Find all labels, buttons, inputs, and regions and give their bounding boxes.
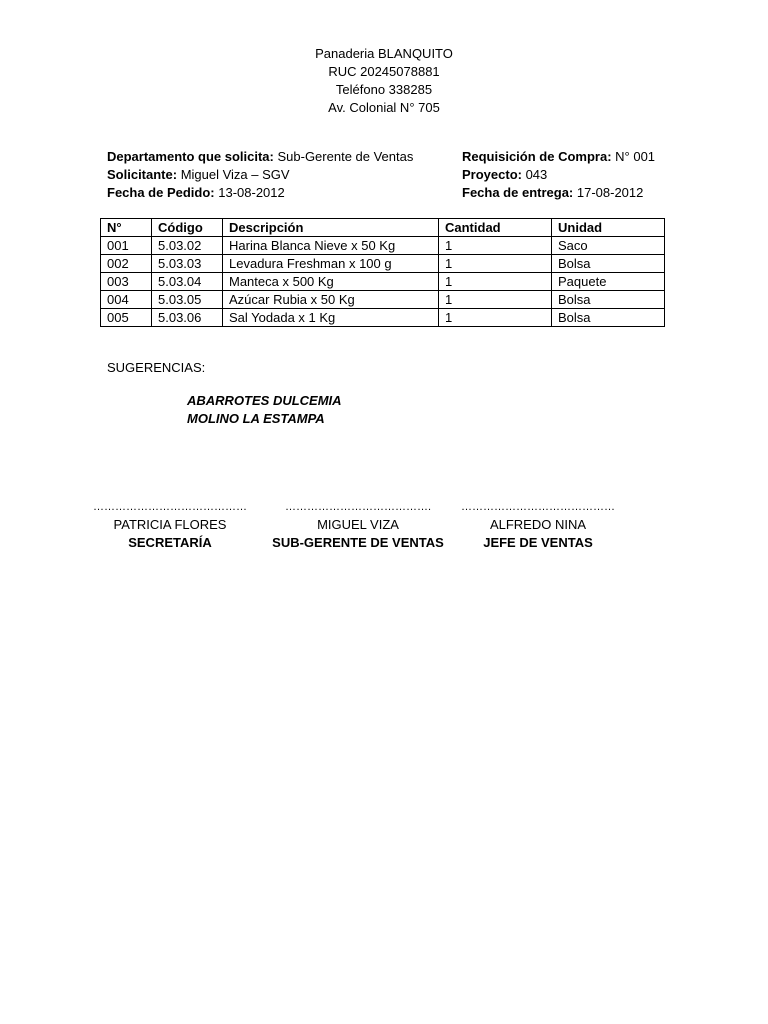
project-row <box>462 166 655 184</box>
col-number-header: N° <box>101 219 152 237</box>
delivery-date-row <box>462 184 655 202</box>
cell-number: 003 <box>101 273 152 291</box>
table-row <box>101 273 665 291</box>
table-header-row <box>101 219 665 237</box>
list-item: MOLINO LA ESTAMPA <box>187 411 325 426</box>
signature-line: …………………………………… <box>461 501 615 513</box>
signer-role: SUB-GERENTE DE VENTAS <box>272 535 444 550</box>
requisition-label: Requisición de Compra: <box>462 149 612 164</box>
suggestions-title: SUGERENCIAS: <box>107 360 206 375</box>
cell-unit: Saco <box>552 237 665 255</box>
cell-number: 004 <box>101 291 152 309</box>
list-item: ABARROTES DULCEMIA <box>187 393 342 408</box>
cell-code: 5.03.04 <box>152 273 223 291</box>
cell-unit: Bolsa <box>552 291 665 309</box>
cell-number: 001 <box>101 237 152 255</box>
table-row <box>101 309 665 327</box>
project-value: 043 <box>521 167 548 182</box>
signer-role: JEFE DE VENTAS <box>483 535 593 550</box>
request-meta-right <box>462 148 655 202</box>
col-unit-header: Unidad <box>552 219 665 237</box>
table-row <box>101 237 665 255</box>
signature-block-sales-head <box>443 498 633 552</box>
delivery-date-label: Fecha de entrega: <box>462 185 574 200</box>
company-header <box>0 45 768 117</box>
signature-line: …………………………………. <box>284 501 432 513</box>
company-name: Panaderia BLANQUITO <box>315 46 453 61</box>
requester-label: Solicitante: <box>107 167 178 182</box>
cell-unit: Bolsa <box>552 255 665 273</box>
requester-value: Miguel Viza – SGV <box>177 167 290 182</box>
department-label: Departamento que solicita: <box>107 149 274 164</box>
cell-unit: Paquete <box>552 273 665 291</box>
cell-quantity: 1 <box>439 291 552 309</box>
department-row <box>107 148 413 166</box>
col-quantity-header: Cantidad <box>439 219 552 237</box>
cell-description: Sal Yodada x 1 Kg <box>223 309 439 327</box>
col-code-header: Código <box>152 219 223 237</box>
order-date-label: Fecha de Pedido: <box>107 185 215 200</box>
cell-quantity: 1 <box>439 309 552 327</box>
table-row <box>101 291 665 309</box>
order-date-value: 13-08-2012 <box>214 185 285 200</box>
cell-quantity: 1 <box>439 255 552 273</box>
signature-block-secretary <box>75 498 265 552</box>
requisition-value: N° 001 <box>611 149 656 164</box>
requisition-row <box>462 148 655 166</box>
cell-quantity: 1 <box>439 237 552 255</box>
cell-description: Manteca x 500 Kg <box>223 273 439 291</box>
signer-name: MIGUEL VIZA <box>317 517 399 532</box>
signer-name: ALFREDO NINA <box>489 517 587 532</box>
department-value: Sub-Gerente de Ventas <box>273 149 414 164</box>
request-meta-left <box>107 148 413 202</box>
cell-code: 5.03.03 <box>152 255 223 273</box>
company-address: Av. Colonial N° 705 <box>328 100 440 115</box>
cell-number: 002 <box>101 255 152 273</box>
requester-row <box>107 166 413 184</box>
cell-description: Levadura Freshman x 100 g <box>223 255 439 273</box>
cell-code: 5.03.05 <box>152 291 223 309</box>
cell-quantity: 1 <box>439 273 552 291</box>
table-row <box>101 255 665 273</box>
suggestions-list <box>187 392 342 428</box>
project-label: Proyecto: <box>462 167 522 182</box>
company-phone: Teléfono 338285 <box>335 82 433 97</box>
items-table <box>100 218 665 327</box>
signer-role: SECRETARÍA <box>128 535 212 550</box>
cell-unit: Bolsa <box>552 309 665 327</box>
cell-description: Azúcar Rubia x 50 Kg <box>223 291 439 309</box>
company-ruc: RUC 20245078881 <box>328 64 440 79</box>
signature-block-sub-manager <box>263 498 453 552</box>
cell-number: 005 <box>101 309 152 327</box>
col-description-header: Descripción <box>223 219 439 237</box>
cell-code: 5.03.06 <box>152 309 223 327</box>
signer-name: PATRICIA FLORES <box>113 517 227 532</box>
cell-description: Harina Blanca Nieve x 50 Kg <box>223 237 439 255</box>
signature-line: …………………………………… <box>93 501 247 513</box>
cell-code: 5.03.02 <box>152 237 223 255</box>
order-date-row <box>107 184 413 202</box>
delivery-date-value: 17-08-2012 <box>573 185 644 200</box>
